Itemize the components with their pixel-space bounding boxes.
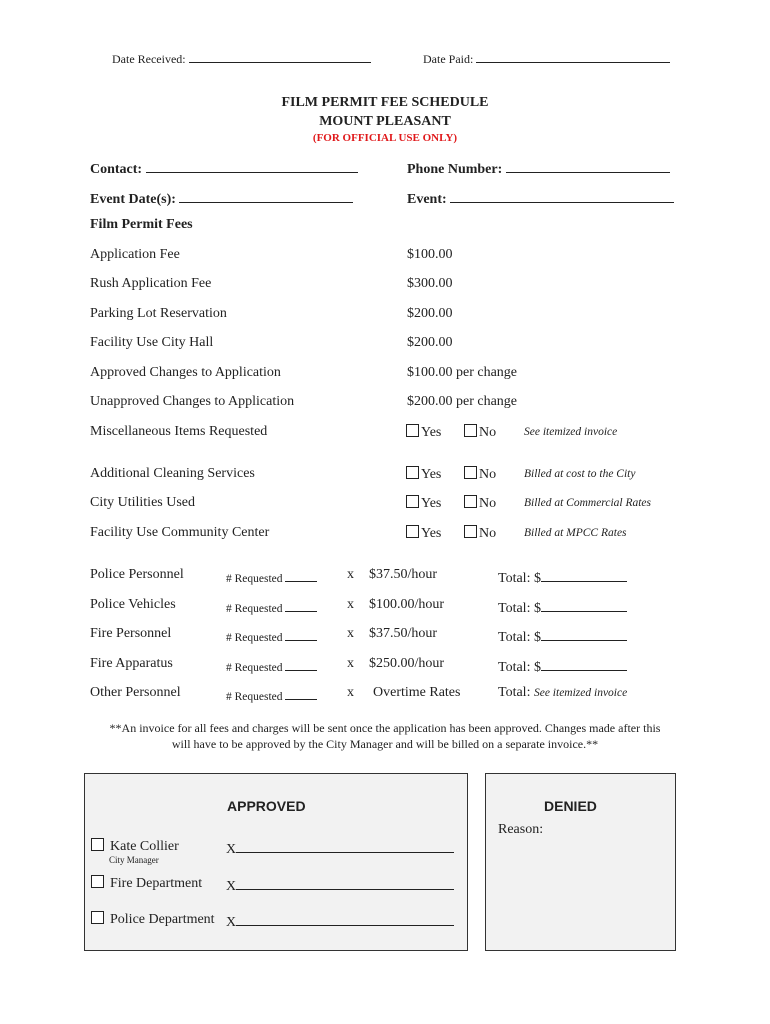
denied-heading: DENIED [544, 798, 597, 814]
approver-name: Kate Collier [110, 839, 179, 854]
phone-label: Phone Number: [407, 162, 503, 177]
no-checkbox[interactable] [464, 495, 477, 508]
requested-line[interactable] [285, 628, 317, 641]
yes-checkbox[interactable] [406, 466, 419, 479]
no-checkbox[interactable] [464, 525, 477, 538]
yes-option[interactable] [406, 424, 441, 441]
approver-row[interactable] [91, 875, 202, 892]
event-label: Event: [407, 192, 447, 207]
personnel-rate: $37.50/hour [369, 626, 438, 641]
yes-checkbox[interactable] [406, 525, 419, 538]
approver-name: Police Department [110, 912, 215, 927]
times-sign: x [347, 626, 354, 641]
no-checkbox[interactable] [464, 424, 477, 437]
date-received-label: Date Received: [112, 52, 186, 66]
reason-label: Reason: [498, 822, 544, 837]
total-line[interactable] [541, 597, 627, 612]
date-received-field[interactable] [112, 48, 371, 67]
yesno-label: Additional Cleaning Services [90, 466, 255, 481]
requested-field[interactable] [226, 569, 317, 585]
phone-line[interactable] [506, 158, 670, 173]
total-label: Total: $ [498, 660, 541, 675]
approver-checkbox[interactable] [91, 875, 104, 888]
fee-amount: $200.00 per change [407, 394, 518, 409]
invoice-notice-line1: **An invoice for all fees and charges will be sent once the application has been approved. Changes made after this [109, 721, 661, 735]
yes-checkbox[interactable] [406, 495, 419, 508]
contact-label: Contact: [90, 162, 143, 177]
x-mark: X [226, 842, 237, 857]
yesno-label: Miscellaneous Items Requested [90, 424, 268, 439]
requested-label: # Requested [226, 573, 283, 585]
phone-field[interactable] [407, 158, 670, 178]
requested-line[interactable] [285, 687, 317, 700]
yesno-note: Billed at cost to the City [524, 468, 636, 480]
no-label: No [479, 425, 497, 440]
approver-row[interactable] [91, 838, 179, 855]
fee-amount: $200.00 [407, 306, 453, 321]
personnel-rate: Overtime Rates [373, 685, 461, 700]
total-line[interactable] [541, 626, 627, 641]
total-label: Total: $ [498, 630, 541, 645]
fee-label: Approved Changes to Application [90, 365, 281, 380]
signature-line[interactable] [236, 875, 454, 890]
invoice-notice-line2: will have to be approved by the City Manager and will be billed on a separate invoice.** [171, 737, 599, 751]
fee-label: Parking Lot Reservation [90, 306, 227, 321]
yesno-note: See itemized invoice [524, 426, 618, 438]
signature-field[interactable] [226, 911, 454, 931]
yes-label: Yes [421, 496, 442, 511]
fee-amount: $100.00 per change [407, 365, 518, 380]
fee-amount: $300.00 [407, 276, 453, 291]
total-line[interactable] [541, 567, 627, 582]
no-label: No [479, 467, 497, 482]
contact-field[interactable] [90, 158, 358, 178]
yes-label: Yes [421, 467, 442, 482]
personnel-label: Police Vehicles [90, 597, 176, 612]
total-field[interactable] [498, 656, 627, 676]
total-field[interactable] [498, 597, 627, 617]
contact-line[interactable] [146, 158, 358, 173]
approved-heading: APPROVED [227, 798, 306, 814]
yesno-note: Billed at Commercial Rates [524, 497, 652, 509]
personnel-rate: $37.50/hour [369, 567, 438, 582]
approver-name: Fire Department [110, 876, 203, 891]
total-field[interactable] [498, 626, 627, 646]
total-field [498, 685, 627, 701]
yesno-note: Billed at MPCC Rates [524, 527, 627, 539]
denied-box [485, 773, 676, 951]
yes-label: Yes [421, 526, 442, 541]
fee-label: Application Fee [90, 247, 180, 262]
total-field[interactable] [498, 567, 627, 587]
form-subtitle: MOUNT PLEASANT [319, 114, 451, 129]
event-field[interactable] [407, 188, 674, 208]
requested-line[interactable] [285, 599, 317, 612]
total-note: See itemized invoice [533, 687, 628, 699]
times-sign: x [347, 567, 354, 582]
event-dates-line[interactable] [179, 188, 353, 203]
requested-line[interactable] [285, 658, 317, 671]
personnel-label: Other Personnel [90, 685, 181, 700]
x-mark: X [226, 915, 237, 930]
fee-amount: $200.00 [407, 335, 453, 350]
no-option[interactable] [464, 424, 496, 441]
times-sign: x [347, 685, 354, 700]
requested-label: # Requested [226, 691, 283, 703]
personnel-rate: $100.00/hour [369, 597, 445, 612]
event-dates-label: Event Date(s): [90, 192, 176, 207]
total-label: Total: $ [498, 601, 541, 616]
yesno-label: City Utilities Used [90, 495, 195, 510]
no-checkbox[interactable] [464, 466, 477, 479]
personnel-label: Fire Personnel [90, 626, 172, 641]
yesno-label: Facility Use Community Center [90, 525, 270, 540]
personnel-label: Fire Apparatus [90, 656, 173, 671]
total-line[interactable] [541, 656, 627, 671]
no-option[interactable] [464, 525, 496, 542]
fee-amount: $100.00 [407, 247, 453, 262]
yes-label: Yes [421, 425, 442, 440]
yes-option[interactable] [406, 525, 441, 542]
no-label: No [479, 526, 497, 541]
requested-label: # Requested [226, 662, 283, 674]
form-title: FILM PERMIT FEE SCHEDULE [281, 95, 489, 110]
requested-field[interactable] [226, 599, 317, 615]
signature-field[interactable] [226, 838, 454, 858]
date-paid-label: Date Paid: [423, 52, 474, 66]
personnel-rate: $250.00/hour [369, 656, 445, 671]
yes-option[interactable] [406, 495, 441, 512]
signature-line[interactable] [236, 911, 454, 926]
requested-line[interactable] [285, 569, 317, 582]
date-paid-line[interactable] [476, 48, 670, 63]
personnel-label: Police Personnel [90, 567, 184, 582]
approver-title: City Manager [109, 855, 159, 865]
total-label: Total: $ [498, 571, 541, 586]
times-sign: x [347, 597, 354, 612]
requested-label: # Requested [226, 632, 283, 644]
event-line[interactable] [450, 188, 674, 203]
approver-checkbox[interactable] [91, 838, 104, 851]
approved-box [84, 773, 468, 951]
date-paid-field[interactable] [423, 48, 670, 67]
requested-label: # Requested [226, 603, 283, 615]
requested-field[interactable] [226, 687, 317, 703]
requested-field[interactable] [226, 658, 317, 674]
no-option[interactable] [464, 495, 496, 512]
signature-line[interactable] [236, 838, 454, 853]
fee-label: Rush Application Fee [90, 276, 212, 291]
times-sign: x [347, 656, 354, 671]
official-use-note: (FOR OFFICIAL USE ONLY) [312, 132, 458, 144]
approver-checkbox[interactable] [91, 911, 104, 924]
no-label: No [479, 496, 497, 511]
total-prefix: Total: [498, 685, 531, 700]
yes-checkbox[interactable] [406, 424, 419, 437]
section-title: Film Permit Fees [90, 217, 193, 232]
date-received-line[interactable] [189, 48, 371, 63]
approver-row[interactable] [91, 911, 215, 928]
yes-option[interactable] [406, 466, 441, 483]
event-dates-field[interactable] [90, 188, 353, 208]
fee-label: Facility Use City Hall [90, 335, 214, 350]
signature-field[interactable] [226, 875, 454, 895]
requested-field[interactable] [226, 628, 317, 644]
fee-label: Unapproved Changes to Application [90, 394, 295, 409]
x-mark: X [226, 879, 237, 894]
no-option[interactable] [464, 466, 496, 483]
